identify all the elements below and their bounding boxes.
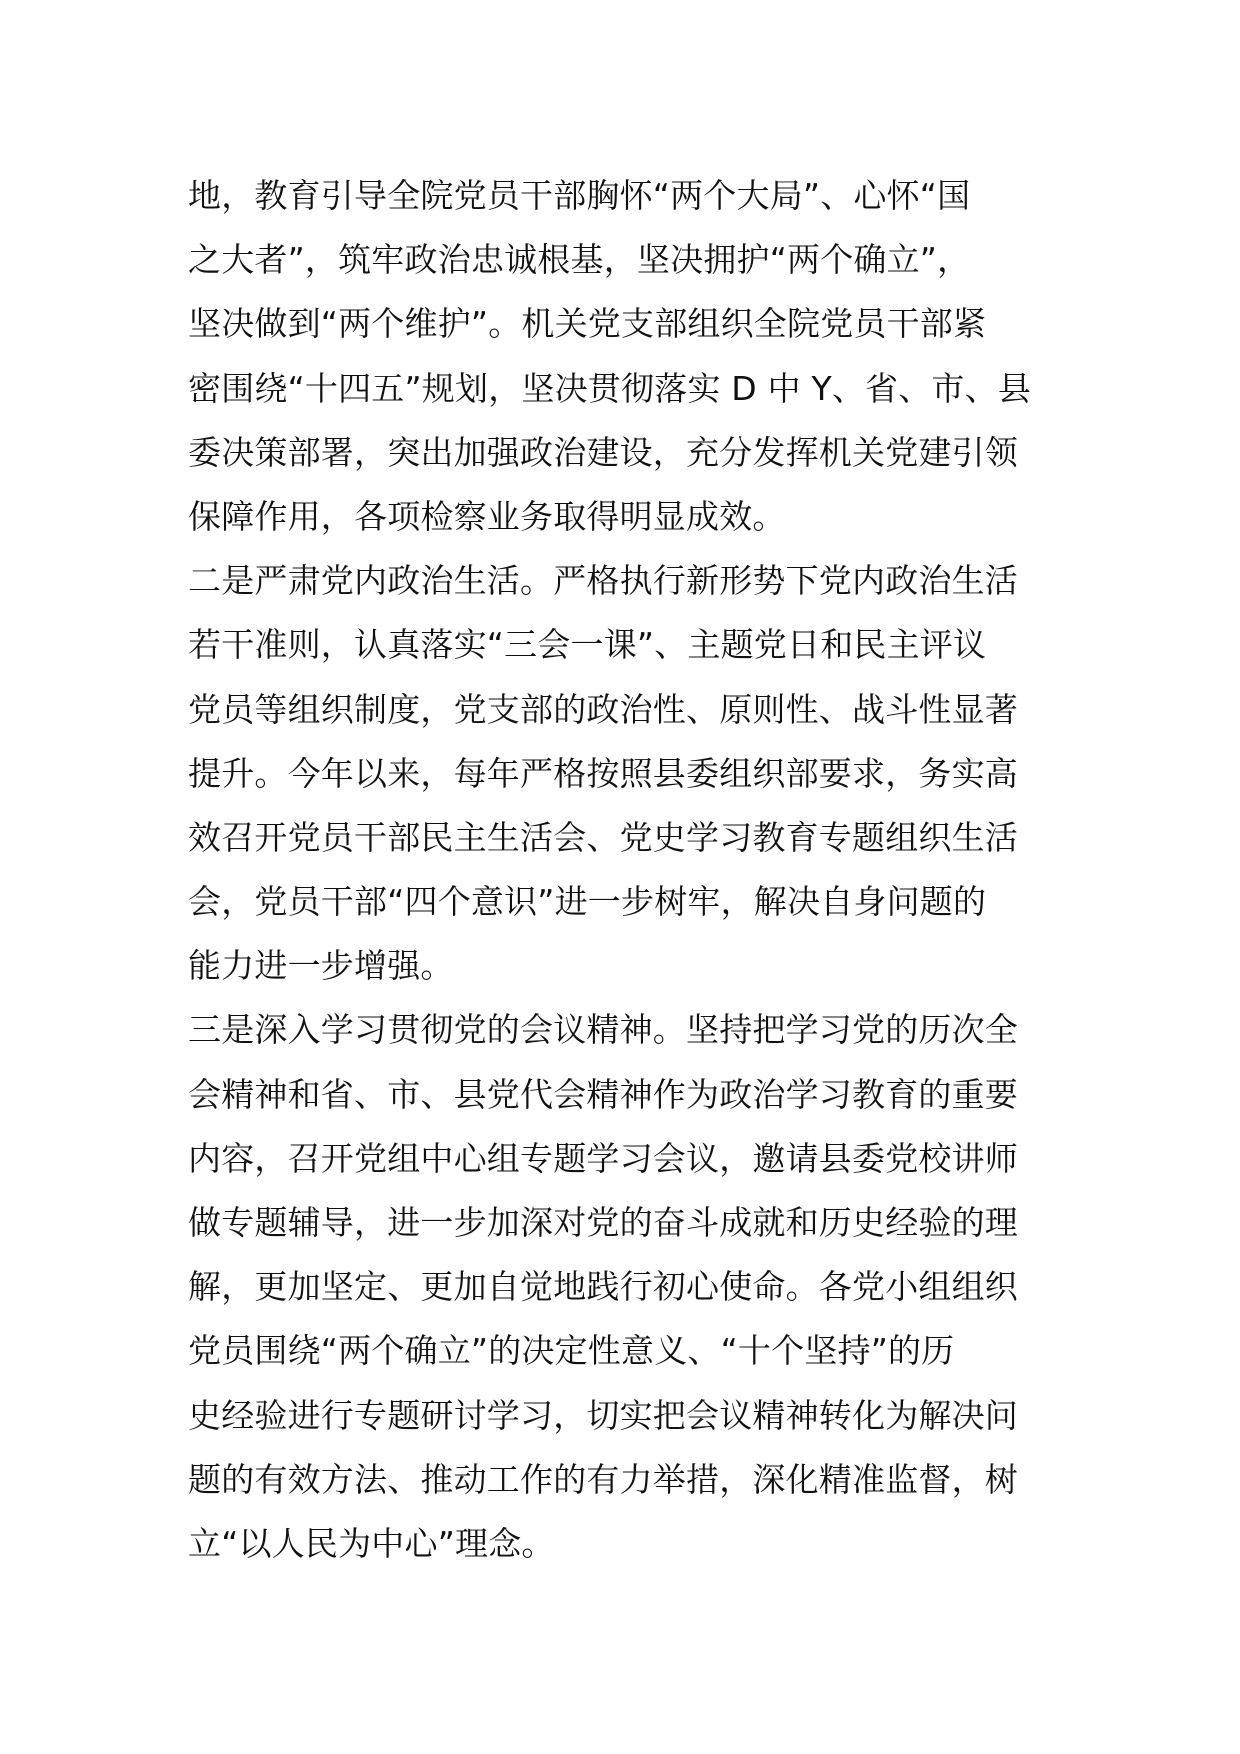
text-line: 坚决做到“两个维护”。机关党支部组织全院党员干部紧 (188, 304, 987, 344)
text-line: 解，更加坚定、更加自觉地践行初心使命。各党小组组织 (188, 1267, 1018, 1307)
text-line: 效召开党员干部民主生活会、党史学习教育专题组织生活 (188, 817, 1018, 857)
text-line: 史经验进行专题研讨学习，切实把会议精神转化为解决问 (188, 1395, 1018, 1435)
text-line: 党员等组织制度，党支部的政治性、原则性、战斗性显著 (188, 689, 1018, 729)
text-line: 地，教育引导全院党员干部胸怀“两个大局”、心怀“国 (188, 176, 971, 215)
text-line: 若干准则，认真落实“三会一课”、主题党日和民主评议 (188, 625, 987, 665)
text-line: 会，党员干部“四个意识”进一步树牢，解决自身问题的 (188, 882, 987, 922)
text-line: 立“以人民为中心”理念。 (188, 1523, 555, 1563)
text-line: 密围绕“十四五”规划，坚决贯彻落实 D 中 Y、省、市、县 (188, 368, 1032, 408)
document-body (188, 164, 1060, 1576)
text-line: 党员围绕“两个确立”的决定性意义、“十个坚持”的历 (188, 1331, 955, 1371)
paragraph-heading-line: 三是深入学习贯彻党的会议精神。坚持把学习党的历次全 (188, 1010, 1018, 1050)
text-line: 会精神和省、市、县党代会精神作为政治学习教育的重要 (188, 1074, 1018, 1114)
text-line: 之大者”，筑牢政治忠诚根基，坚决拥护“两个确立”， (188, 240, 971, 280)
text-line: 提升。今年以来，每年严格按照县委组织部要求，务实高 (188, 753, 1018, 793)
text-line: 保障作用，各项检察业务取得明显成效。 (188, 496, 786, 536)
text-line: 做专题辅导，进一步加深对党的奋斗成就和历史经验的理 (188, 1203, 1018, 1242)
text-line: 内容，召开党组中心组专题学习会议，邀请县委党校讲师 (188, 1138, 1018, 1178)
text-line: 题的有效方法、推动工作的有力举措，深化精准监督，树 (188, 1459, 1018, 1499)
paragraph-heading-line: 二是严肃党内政治生活。严格执行新形势下党内政治生活 (188, 561, 1018, 601)
text-line: 委决策部署，突出加强政治建设，充分发挥机关党建引领 (188, 432, 1018, 472)
text-line: 能力进一步增强。 (188, 946, 454, 986)
